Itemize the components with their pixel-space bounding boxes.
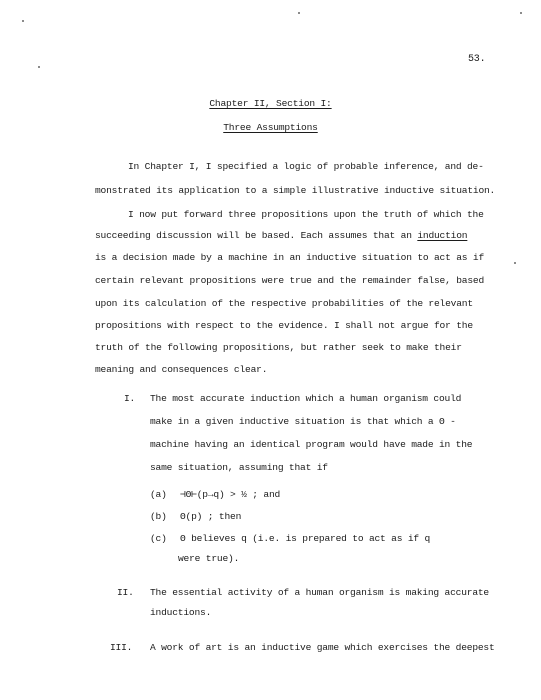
condition-label: (a) — [150, 489, 167, 500]
paragraph-line — [95, 230, 467, 242]
paragraph-line: meaning and consequences clear. — [95, 364, 268, 375]
scan-speck — [298, 12, 300, 14]
item-line: The most accurate induction which a human organism could — [150, 393, 462, 404]
section-title: Three Assumptions — [223, 122, 318, 133]
paragraph-line: certain relevant propositions were true and the remainder false, based — [95, 275, 485, 286]
paragraph-line: truth of the following propositions, but rather seek to make their — [95, 342, 462, 353]
paragraph-line: I now put forward three propositions upon the truth of which the — [128, 209, 484, 220]
underlined-term: induction — [417, 230, 468, 241]
condition-continuation: were true). — [178, 553, 240, 564]
condition-formula: Θ believes q (i.e. is prepared to act as if q — [180, 533, 431, 544]
item-line: A work of art is an inductive game which exercises the deepest — [150, 642, 495, 653]
item-label: II. — [117, 587, 134, 598]
chapter-heading: Chapter II, Section I: — [209, 98, 332, 109]
item-line: machine having an identical program would have made in the — [150, 439, 473, 450]
paragraph-line: In Chapter I, I specified a logic of probable inference, and de- — [128, 161, 484, 172]
item-line: inductions. — [150, 607, 212, 618]
item-line: same situation, assuming that if — [150, 462, 328, 473]
scan-speck — [514, 262, 516, 264]
scan-speck — [38, 66, 40, 68]
scan-speck — [520, 12, 522, 14]
paragraph-line: monstrated its application to a simple illustrative inductive situation. — [95, 185, 496, 196]
condition-formula: ⊣Θ⊢(p→q) > ½ ; and — [180, 489, 281, 500]
scan-speck — [22, 20, 24, 22]
page-number: 53. — [468, 54, 486, 65]
item-label: I. — [124, 393, 136, 404]
item-label: III. — [110, 642, 133, 653]
condition-formula: Θ(p) ; then — [180, 511, 242, 522]
paragraph-line: is a decision made by a machine in an inductive situation to act as if — [95, 252, 485, 263]
item-line: make in a given inductive situation is that which a Θ - — [150, 416, 456, 427]
condition-label: (b) — [150, 511, 167, 522]
condition-label: (c) — [150, 533, 167, 544]
paragraph-text: succeeding discussion will be based. Each assumes that an — [95, 230, 418, 241]
item-line: The essential activity of a human organism is making accurate — [150, 587, 489, 598]
paragraph-line: propositions with respect to the evidence. I shall not argue for the — [95, 320, 473, 331]
paragraph-line: upon its calculation of the respective probabilities of the relevant — [95, 298, 473, 309]
